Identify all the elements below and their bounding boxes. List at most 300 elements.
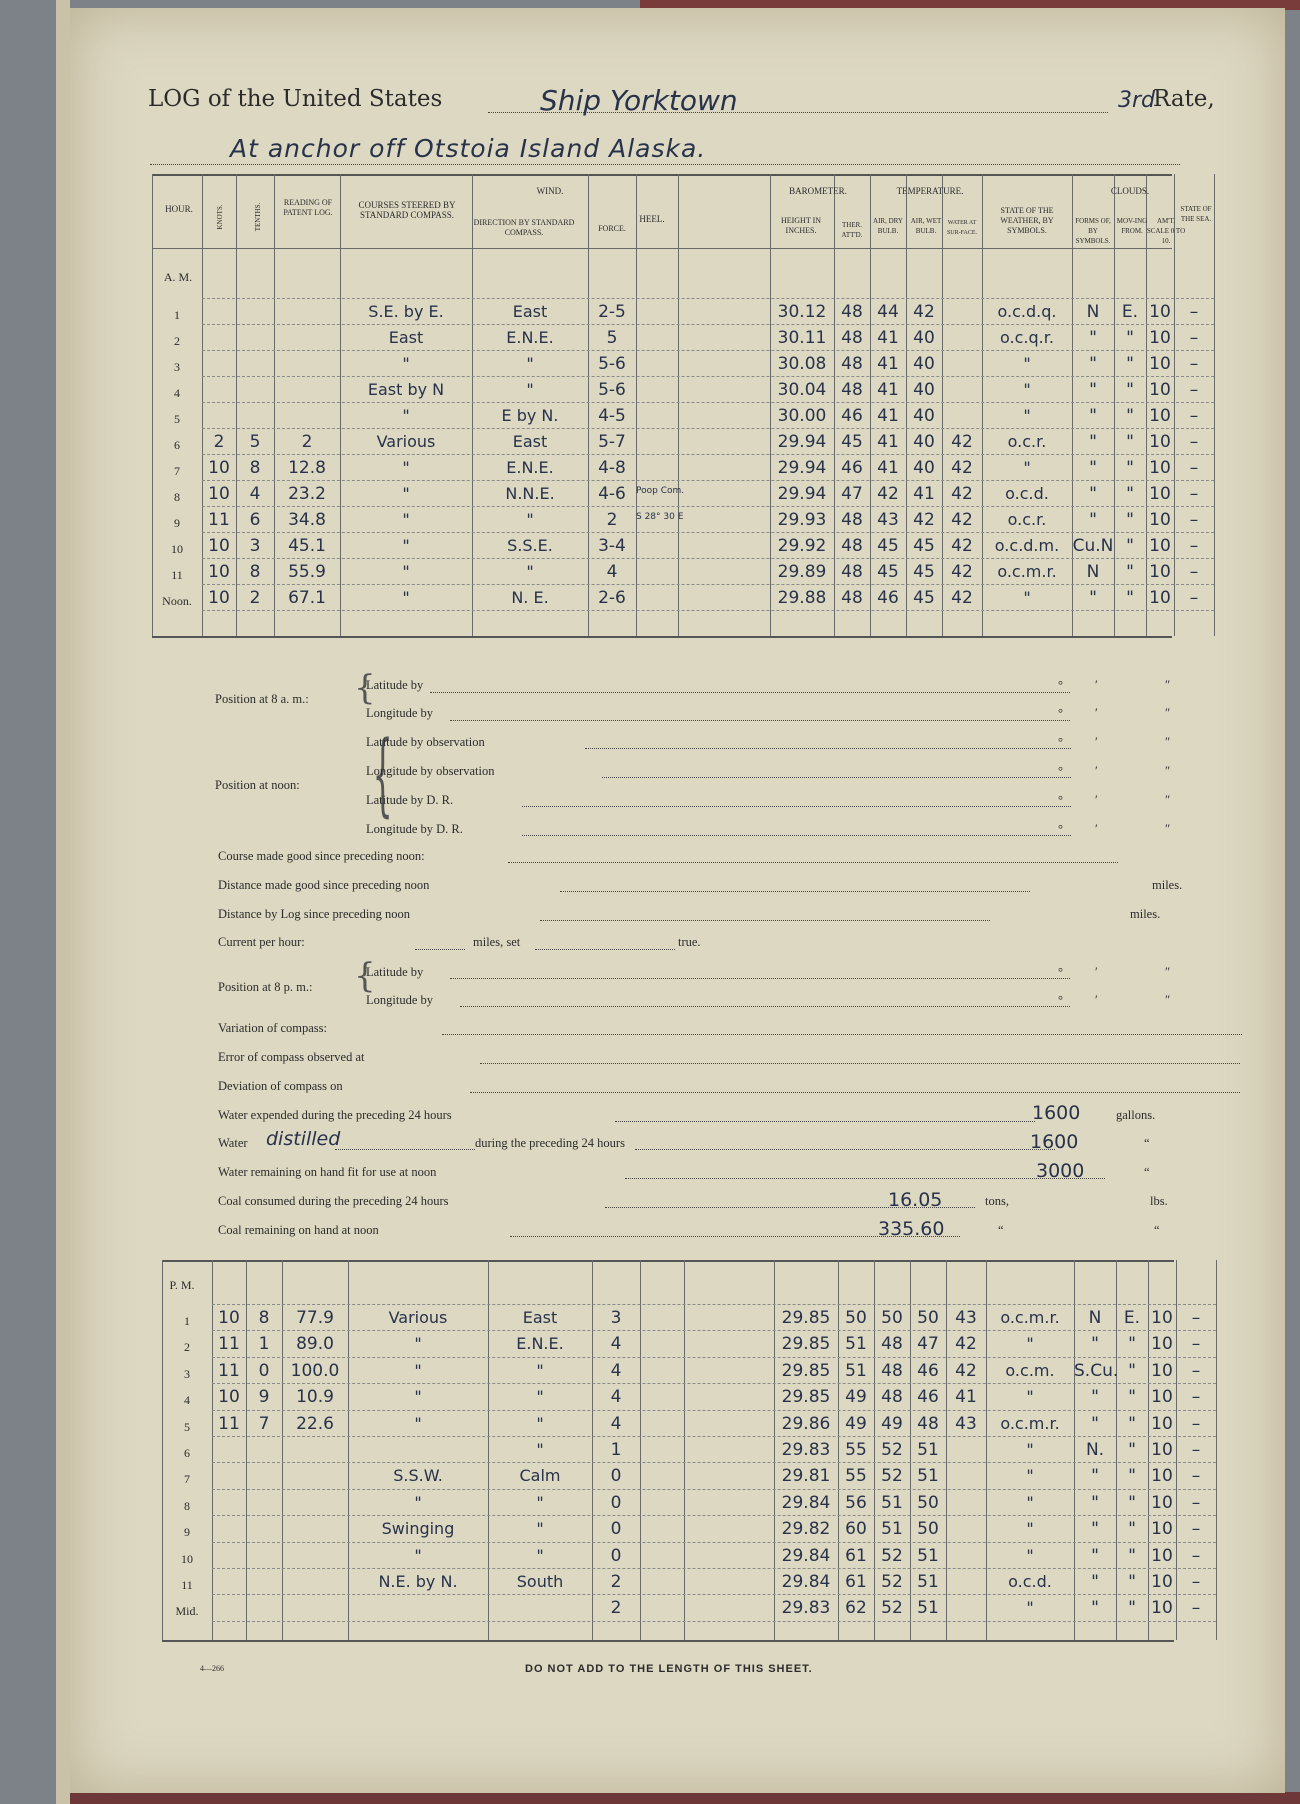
hour-label: 4 [174, 386, 180, 400]
header-heel: HEEL. [639, 214, 665, 224]
cell-ther: 50 [845, 1308, 867, 1328]
cell-weather: " [1026, 1334, 1034, 1354]
am-label: A. M. [163, 270, 193, 284]
cell-wind-dir: " [526, 562, 534, 581]
row-rule [202, 402, 1214, 403]
cell-wet: 46 [917, 1387, 939, 1408]
cell-force: 5-6 [598, 354, 626, 374]
leader-line [522, 835, 1071, 836]
cell-dry: 52 [881, 1598, 903, 1619]
coal-remaining-ditto-2: “ [1154, 1223, 1160, 1237]
cell-knots: 10 [218, 1308, 240, 1328]
cell-amount: 10 [1149, 562, 1171, 582]
cell-weather: o.c.r. [1007, 510, 1047, 529]
position-min-mark: ′ [1095, 822, 1098, 836]
cell-ther: 48 [841, 536, 863, 556]
cell-weather: o.c.m.r. [1000, 1308, 1060, 1327]
cell-tenths: 8 [249, 458, 261, 478]
row-rule [212, 1330, 1216, 1331]
cell-wet: 50 [917, 1492, 939, 1513]
cell-forms: " [1091, 1466, 1099, 1487]
cell-log: 23.2 [288, 484, 326, 504]
cell-water: 42 [951, 432, 973, 452]
cell-moving: " [1126, 354, 1134, 374]
pm-table-bottom-rule [162, 1640, 1174, 1642]
column-rule [152, 174, 153, 636]
header-hour: HOUR. [165, 204, 193, 214]
cell-force: 4 [610, 1413, 622, 1434]
cell-wind-dir: N. E. [511, 588, 549, 607]
cell-tenths: 8 [258, 1308, 270, 1328]
cell-moving: " [1126, 588, 1134, 608]
cell-water: 43 [955, 1308, 977, 1328]
cell-weather: o.c.m. [1005, 1360, 1055, 1380]
cell-course: " [414, 1413, 422, 1433]
cell-force: 3-4 [598, 536, 626, 556]
cell-course: " [402, 510, 410, 529]
row-rule [202, 558, 1214, 559]
cell-wet: 51 [917, 1598, 939, 1619]
cell-amount: 10 [1149, 380, 1171, 400]
row-rule [202, 454, 1214, 455]
cell-knots: 10 [218, 1387, 240, 1408]
cell-baro: 29.92 [777, 536, 827, 556]
leader-line [585, 748, 1071, 749]
leader-line [605, 1207, 975, 1208]
cell-forms: " [1089, 380, 1097, 400]
cell-wet: 51 [917, 1440, 939, 1460]
cell-force: 4-6 [598, 484, 626, 504]
cell-dry: 51 [881, 1519, 903, 1540]
row-rule [202, 350, 1214, 351]
rate-suffix: Rate, [1153, 86, 1215, 112]
pos-8pm-lat: Latitude by [366, 965, 424, 979]
cell-water: 42 [951, 458, 973, 478]
cell-dry: 42 [877, 484, 899, 504]
cell-weather: " [1026, 1466, 1034, 1486]
cell-course: " [414, 1360, 422, 1380]
cell-ther: 56 [845, 1492, 867, 1513]
header-courses: COURSES STEERED BY STANDARD COMPASS. [358, 200, 456, 220]
cell-course: S.E. by E. [368, 302, 444, 321]
current-true: true. [678, 935, 701, 949]
cell-moving: " [1128, 1545, 1136, 1566]
pos-noon-lat-dr: Latitude by D. R. [366, 793, 454, 807]
row-rule [202, 480, 1214, 481]
cell-tenths: 0 [258, 1360, 270, 1381]
cell-sea: – [1191, 1519, 1201, 1540]
cell-moving: " [1128, 1360, 1136, 1381]
hour-label: 1 [174, 308, 180, 322]
cell-dry: 41 [877, 458, 899, 478]
cell-water: 41 [955, 1387, 977, 1408]
cell-sea: – [1191, 1360, 1201, 1381]
cell-dry: 50 [881, 1308, 903, 1328]
leader-line [625, 1178, 1105, 1179]
cell-forms: " [1089, 588, 1097, 608]
cell-moving: " [1126, 406, 1134, 426]
column-rule [636, 174, 637, 636]
distance-made-good-label: Distance made good since preceding noon [218, 878, 430, 892]
cell-weather: " [1026, 1492, 1034, 1512]
pos-8pm-label: Position at 8 p. m.: [218, 980, 313, 994]
cell-forms: " [1091, 1387, 1099, 1408]
position-sec-mark: ″ [1165, 735, 1171, 749]
coal-consumed-value: 16.05 [888, 1189, 943, 1211]
cell-knots: 10 [208, 562, 230, 582]
cell-wind-dir: N.N.E. [505, 484, 555, 503]
cell-knots: 10 [208, 484, 230, 504]
cell-course: " [402, 406, 410, 425]
cell-weather: " [1026, 1598, 1034, 1618]
cell-wind-dir: " [536, 1545, 544, 1565]
header-amount: AM'T. SCALE 0 TO 10. [1146, 217, 1186, 245]
cell-moving: " [1126, 562, 1134, 582]
leader-line [415, 949, 465, 950]
pos-8am-label: Position at 8 a. m.: [215, 692, 309, 706]
cell-sea: – [1189, 328, 1199, 348]
hour-label: 5 [184, 1419, 190, 1434]
cell-sea: – [1191, 1440, 1201, 1460]
cell-dry: 44 [877, 302, 899, 322]
position-min-mark: ′ [1095, 706, 1098, 720]
cell-wet: 42 [913, 510, 935, 530]
cell-sea: – [1191, 1545, 1201, 1566]
cell-force: 4 [610, 1334, 622, 1355]
leader-line [460, 1006, 1070, 1007]
cell-log: 22.6 [296, 1413, 334, 1434]
position-deg-mark: ° [1058, 965, 1063, 979]
error-label: Error of compass observed at [218, 1050, 365, 1064]
cell-wind-dir: E.N.E. [506, 328, 554, 347]
water-distilled: distilled [266, 1128, 341, 1150]
cell-amount: 10 [1149, 354, 1171, 374]
cell-knots: 11 [218, 1413, 240, 1434]
cell-tenths: 5 [249, 432, 261, 452]
cell-sea: – [1189, 302, 1199, 322]
cell-forms: N [1086, 302, 1100, 322]
cell-ther: 62 [845, 1598, 867, 1619]
cell-sea: – [1189, 380, 1199, 400]
cell-forms: " [1089, 328, 1097, 348]
leader-line [335, 1149, 475, 1150]
cell-wind-dir: S.S.E. [507, 536, 553, 555]
column-rule [1214, 174, 1215, 636]
cell-forms: " [1089, 432, 1097, 452]
cell-amount: 10 [1149, 536, 1171, 556]
position-sec-mark: ″ [1165, 706, 1171, 720]
cell-amount: 10 [1151, 1598, 1173, 1619]
cell-tenths: 8 [249, 562, 261, 582]
cell-course: N.E. by N. [378, 1572, 458, 1591]
cell-dry: 45 [877, 562, 899, 582]
cell-tenths: 9 [258, 1387, 270, 1408]
cell-sea: – [1189, 484, 1199, 504]
header-knots: KNOTS. [216, 204, 224, 230]
cell-force: 4 [610, 1387, 622, 1408]
leader-line [615, 1121, 1035, 1122]
column-rule [684, 1260, 685, 1640]
cell-log: 55.9 [288, 562, 326, 582]
cell-water: 42 [951, 588, 973, 608]
cell-amount: 10 [1151, 1492, 1173, 1513]
hour-label: 9 [174, 516, 180, 530]
cell-log: 12.8 [288, 458, 326, 478]
row-rule [212, 1515, 1216, 1516]
header-water-surface: WATER AT SUR-FACE. [946, 220, 978, 236]
leader-line [470, 1092, 1240, 1093]
cell-moving: " [1128, 1387, 1136, 1408]
row-rule [212, 1462, 1216, 1463]
cell-wind-dir: E by N. [501, 406, 559, 425]
hour-label: 4 [184, 1393, 190, 1408]
hour-label: 8 [184, 1498, 190, 1513]
water-gallons: gallons. [1116, 1108, 1156, 1122]
leader-line [450, 978, 1070, 979]
cell-baro: 29.89 [777, 562, 827, 582]
cell-force: 3 [610, 1308, 622, 1328]
cell-baro: 30.11 [777, 328, 827, 348]
cell-moving: E. [1123, 1308, 1141, 1328]
cell-dry: 49 [881, 1413, 903, 1434]
cell-wind-dir: " [526, 380, 534, 399]
cell-tenths: 6 [249, 510, 261, 530]
row-rule [212, 1621, 1216, 1622]
cell-baro: 29.94 [777, 432, 827, 452]
cell-forms: " [1091, 1519, 1099, 1540]
position-deg-mark: ° [1058, 793, 1063, 807]
cell-course: " [414, 1334, 422, 1354]
leader-line [635, 1149, 1055, 1150]
row-rule [212, 1594, 1216, 1595]
cell-water: 42 [955, 1334, 977, 1355]
cell-weather: " [1023, 380, 1031, 399]
cell-moving: " [1126, 458, 1134, 478]
cell-course: " [402, 562, 410, 581]
cell-sea: – [1191, 1334, 1201, 1355]
cell-force: 0 [610, 1519, 622, 1540]
cell-force: 5 [606, 328, 618, 348]
row-rule [212, 1542, 1216, 1543]
pos-noon-long-obs: Longitude by observation [366, 764, 495, 778]
position-sec-mark: ″ [1165, 993, 1171, 1007]
cell-wind-dir: E.N.E. [516, 1334, 564, 1354]
cell-forms: " [1089, 458, 1097, 478]
cell-sea: – [1191, 1492, 1201, 1513]
cell-sea: – [1189, 458, 1199, 478]
header-sea: STATE OF THE SEA. [1180, 205, 1212, 223]
cell-baro: 30.04 [777, 380, 827, 400]
leader-line [535, 949, 675, 950]
header-barometer: BAROMETER. [789, 186, 847, 196]
cell-ther: 60 [845, 1519, 867, 1540]
cell-wet: 40 [913, 328, 935, 348]
cell-ther: 48 [841, 380, 863, 400]
cell-force: 2-6 [598, 588, 626, 608]
cell-wet: 40 [913, 458, 935, 478]
cell-weather: " [1023, 406, 1031, 425]
position-sec-mark: ″ [1165, 793, 1171, 807]
pos-noon-label: Position at noon: [215, 778, 300, 792]
cell-amount: 10 [1151, 1360, 1173, 1381]
cell-sea: – [1189, 562, 1199, 582]
cell-log: 100.0 [290, 1360, 340, 1381]
position-deg-mark: ° [1058, 764, 1063, 778]
row-rule [202, 324, 1214, 325]
cell-course: East by N [367, 380, 445, 399]
position-min-mark: ′ [1095, 993, 1098, 1007]
cell-dry: 48 [881, 1360, 903, 1381]
cell-wet: 45 [913, 562, 935, 582]
cell-baro: 29.84 [781, 1572, 831, 1592]
cell-wet: 42 [913, 302, 935, 322]
cell-sea: – [1191, 1387, 1201, 1408]
row-rule [202, 584, 1214, 585]
cell-weather: " [1026, 1440, 1034, 1459]
cell-forms: N. [1085, 1440, 1105, 1460]
cell-wind-dir: East [522, 1308, 558, 1327]
cell-moving: " [1126, 510, 1134, 530]
cell-amount: 10 [1151, 1387, 1173, 1408]
cell-knots: 11 [218, 1360, 240, 1381]
cell-sea: – [1191, 1466, 1201, 1487]
position-sec-mark: ″ [1165, 822, 1171, 836]
cell-force: 2-5 [598, 302, 626, 322]
cell-wind-dir: " [536, 1360, 544, 1380]
leader-line [510, 1236, 960, 1237]
distance-by-log-label: Distance by Log since preceding noon [218, 907, 410, 921]
row-rule [212, 1568, 1216, 1569]
position-min-mark: ′ [1095, 678, 1098, 692]
cell-amount: 10 [1149, 484, 1171, 504]
cell-baro: 29.84 [781, 1492, 831, 1513]
hour-label: Noon. [162, 594, 192, 608]
distance-made-good-miles: miles. [1152, 878, 1183, 892]
leader-line [442, 1034, 1242, 1035]
water-distilled-value: 1600 [1030, 1131, 1079, 1153]
cell-wet: 51 [917, 1572, 939, 1592]
cell-course: " [414, 1387, 422, 1407]
cell-weather: " [1026, 1387, 1034, 1407]
pos-8pm-long: Longitude by [366, 993, 434, 1007]
cell-amount: 10 [1151, 1545, 1173, 1566]
cell-ther: 51 [845, 1360, 867, 1381]
cell-sea: – [1189, 406, 1199, 426]
row-rule [202, 532, 1214, 533]
water-expended-label: Water expended during the preceding 24 hours [218, 1108, 452, 1122]
row-rule [212, 1304, 1216, 1305]
cell-ther: 48 [841, 302, 863, 322]
cell-wind-dir: E.N.E. [506, 458, 554, 477]
header-patent-log: READING OF PATENT LOG. [283, 198, 333, 217]
binding-bottom-edge [70, 1792, 1300, 1804]
hour-label: 7 [174, 464, 180, 478]
header-moving-from: MOV-ING FROM. [1116, 217, 1148, 235]
header-ther-att: THER. ATT'D. [841, 221, 863, 239]
cell-force: 2 [610, 1598, 622, 1619]
cell-dry: 43 [877, 510, 899, 530]
cell-dry: 41 [877, 380, 899, 400]
cell-moving: " [1126, 328, 1134, 348]
header-forms: FORMS OF, BY SYMBOLS. [1075, 217, 1111, 245]
cell-forms: Cu.N [1072, 536, 1114, 556]
cell-sea: – [1189, 354, 1199, 374]
column-rule [678, 174, 679, 636]
cell-extra: Poop Com. [636, 486, 685, 496]
pm-label: P. M. [169, 1278, 195, 1292]
cell-log: 45.1 [288, 536, 326, 556]
cell-moving: " [1128, 1413, 1136, 1434]
cell-force: 2 [610, 1572, 622, 1592]
water-distilled-ditto: “ [1144, 1136, 1150, 1150]
row-rule [202, 376, 1214, 377]
hour-label: 2 [184, 1340, 190, 1355]
cell-knots: 10 [208, 588, 230, 608]
cell-wet: 40 [913, 432, 935, 452]
cell-log: 77.9 [296, 1308, 334, 1328]
leader-line [602, 777, 1071, 778]
cell-tenths: 7 [258, 1413, 270, 1434]
cell-forms: " [1091, 1413, 1099, 1434]
coal-tons: tons, [985, 1194, 1009, 1208]
cell-water: 42 [955, 1360, 977, 1381]
cell-dry: 41 [877, 328, 899, 348]
cell-ther: 45 [841, 432, 863, 452]
cell-sea: – [1189, 536, 1199, 556]
cell-knots: 10 [208, 458, 230, 478]
coal-lbs: lbs. [1150, 1194, 1168, 1208]
cell-baro: 29.86 [781, 1413, 831, 1434]
cell-amount: 10 [1149, 510, 1171, 530]
cell-baro: 29.85 [781, 1334, 831, 1355]
cell-forms: N [1086, 562, 1100, 582]
hour-label: 1 [184, 1314, 190, 1328]
column-rule [640, 1260, 641, 1640]
cell-ther: 48 [841, 562, 863, 582]
hour-label: 8 [174, 490, 180, 504]
cell-water: 42 [951, 510, 973, 530]
cell-ther: 55 [845, 1440, 867, 1460]
position-deg-mark: ° [1058, 678, 1063, 692]
row-rule [212, 1383, 1216, 1384]
pos-8am-brace: { [354, 668, 376, 708]
hour-label: 5 [174, 412, 180, 426]
hour-label: 11 [181, 1578, 193, 1592]
position-sec-mark: ″ [1165, 764, 1171, 778]
cell-moving: " [1128, 1466, 1136, 1487]
cell-log: 67.1 [288, 588, 326, 608]
leader-line [508, 862, 1118, 863]
footer-notice: DO NOT ADD TO THE LENGTH OF THIS SHEET. [525, 1663, 813, 1675]
cell-moving: " [1128, 1440, 1136, 1460]
cell-course: Various [376, 432, 436, 451]
cell-ther: 46 [841, 458, 863, 478]
table-top-rule [152, 174, 1172, 176]
cell-dry: 52 [881, 1466, 903, 1487]
cell-tenths: 3 [249, 536, 261, 556]
coal-remaining-value: 335.60 [878, 1218, 945, 1240]
cell-wind-dir: " [536, 1440, 544, 1459]
cell-tenths: 4 [249, 484, 261, 504]
cell-dry: 48 [881, 1334, 903, 1355]
cell-course: " [402, 458, 410, 477]
cell-amount: 10 [1151, 1519, 1173, 1540]
position-deg-mark: ° [1058, 993, 1063, 1007]
coal-consumed-label: Coal consumed during the preceding 24 hours [218, 1194, 449, 1208]
cell-amount: 10 [1149, 432, 1171, 452]
cell-course: " [402, 354, 410, 373]
deviation-label: Deviation of compass on [218, 1079, 343, 1093]
